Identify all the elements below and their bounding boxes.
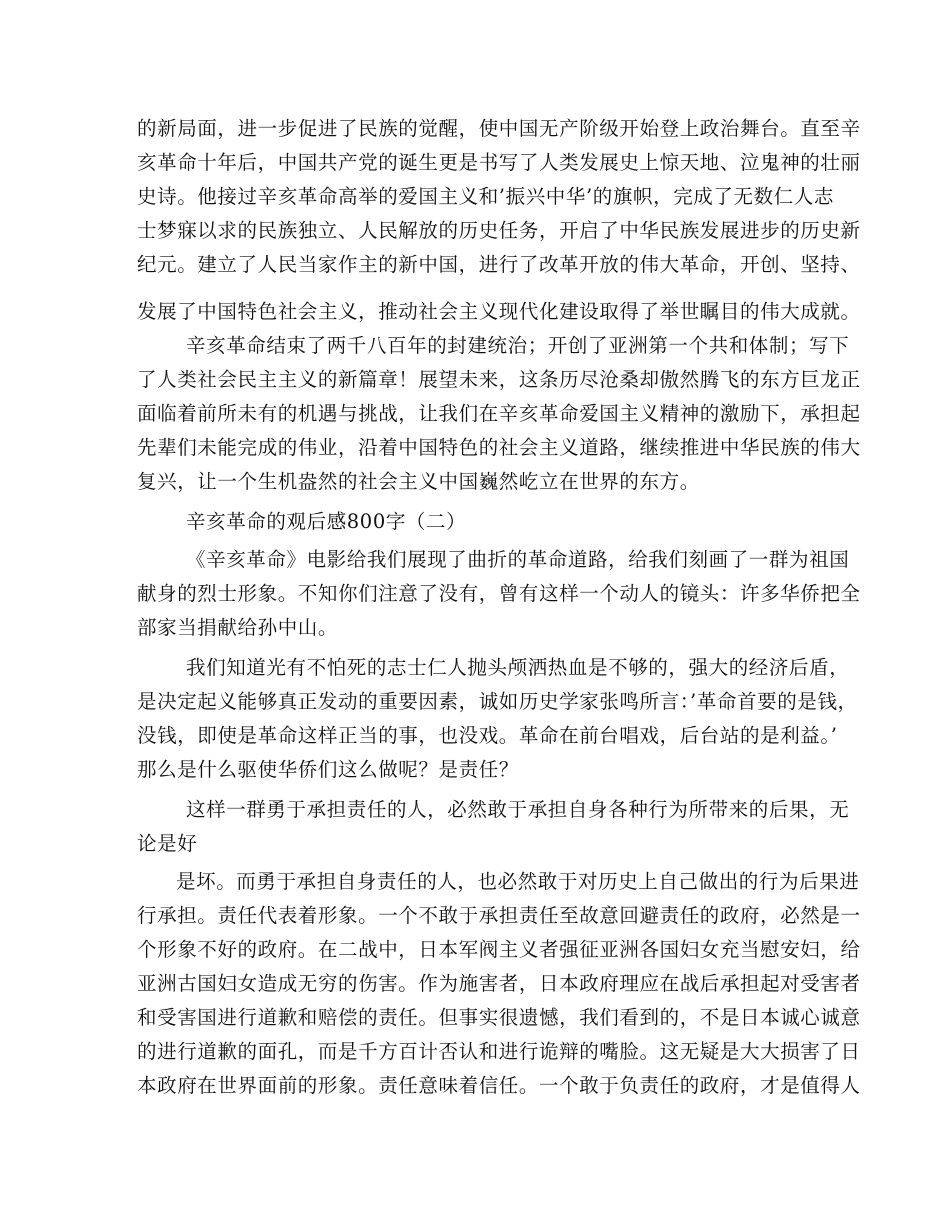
text-line: 纪元。建立了人民当家作主的新中国，进行了改革开放的伟大革命，开创、坚持、 bbox=[137, 253, 861, 276]
text-line: 那么是什么驱使华侨们这么做呢？是责任？ bbox=[137, 758, 519, 781]
text-line: 部家当捐献给孙中山。 bbox=[137, 616, 339, 639]
text-line: 论是好 bbox=[137, 832, 198, 855]
text-line: 行承担。责任代表着形象。一个不敢于承担责任至故意回避责任的政府，必然是一 bbox=[137, 904, 861, 927]
text-line: 士梦寐以求的民族独立、人民解放的历史任务，开启了中华民族发展进步的历史新 bbox=[137, 219, 861, 242]
text-line: 了人类社会民主主义的新篇章！展望未来，这条历尽沧桑却傲然腾飞的东方巨龙正 bbox=[137, 368, 861, 391]
text-line: 亚洲古国妇女造成无穷的伤害。作为施害者，日本政府理应在战后承担起对受害者 bbox=[137, 972, 861, 995]
text-line: 亥革命十年后，中国共产党的诞生更是书写了人类发展史上惊天地、泣鬼神的壮丽 bbox=[137, 151, 861, 174]
text-line: 这样一群勇于承担责任的人，必然敢于承担自身各种行为所带来的后果，无 bbox=[186, 798, 850, 821]
text-line: 献身的烈士形象。不知你们注意了没有，曾有这样一个动人的镜头：许多华侨把全 bbox=[137, 582, 861, 605]
text-line: 是决定起义能够真正发动的重要因素，诚如历史学家张鸣所言：’革命首要的是钱， bbox=[137, 690, 858, 713]
text-line: 面临着前所未有的机遇与挑战，让我们在辛亥革命爱国主义精神的激励下，承担起 bbox=[137, 402, 861, 425]
text-line: 是坏。而勇于承担自身责任的人，也必然敢于对历史上自己做出的行为后果进 bbox=[176, 870, 860, 893]
text-line: 发展了中国特色社会主义，推动社会主义现代化建设取得了举世瞩目的伟大成就。 bbox=[137, 300, 861, 323]
text-line: 先辈们未能完成的伟业，沿着中国特色的社会主义道路，继续推进中华民族的伟大 bbox=[137, 436, 861, 459]
text-line: 个形象不好的政府。在二战中，日本军阀主义者强征亚洲各国妇女充当慰安妇，给 bbox=[137, 938, 861, 961]
text-line: 本政府在世界面前的形象。责任意味着信任。一个敢于负责任的政府，才是值得人 bbox=[137, 1074, 861, 1097]
text-line: 没钱，即使是革命这样正当的事，也没戏。革命在前台唱戏，后台站的是利益。’ bbox=[137, 724, 838, 747]
text-line: 《辛亥革命》电影给我们展现了曲折的革命道路，给我们刻画了一群为祖国 bbox=[186, 548, 850, 571]
text-line: 史诗。他接过辛亥革命高举的爱国主义和’振兴中华’的旗帜，完成了无数仁人志 bbox=[137, 185, 834, 208]
text-line: 辛亥革命结束了两千八百年的封建统治；开创了亚洲第一个共和体制；写下 bbox=[186, 334, 850, 357]
section-heading: 辛亥革命的观后感800字（二） bbox=[186, 510, 467, 533]
text-line: 我们知道光有不怕死的志士仁人抛头颅洒热血是不够的，强大的经济后盾， bbox=[186, 656, 850, 679]
text-line: 复兴，让一个生机盎然的社会主义中国巍然屹立在世界的东方。 bbox=[137, 470, 700, 493]
text-line: 的进行道歉的面孔，而是千方百计否认和进行诡辩的嘴脸。这无疑是大大损害了日 bbox=[137, 1040, 861, 1063]
text-line: 的新局面，进一步促进了民族的觉醒，使中国无产阶级开始登上政治舞台。直至辛 bbox=[137, 117, 861, 140]
text-line: 和受害国进行道歉和赔偿的责任。但事实很遗憾，我们看到的，不是日本诚心诚意 bbox=[137, 1006, 861, 1029]
